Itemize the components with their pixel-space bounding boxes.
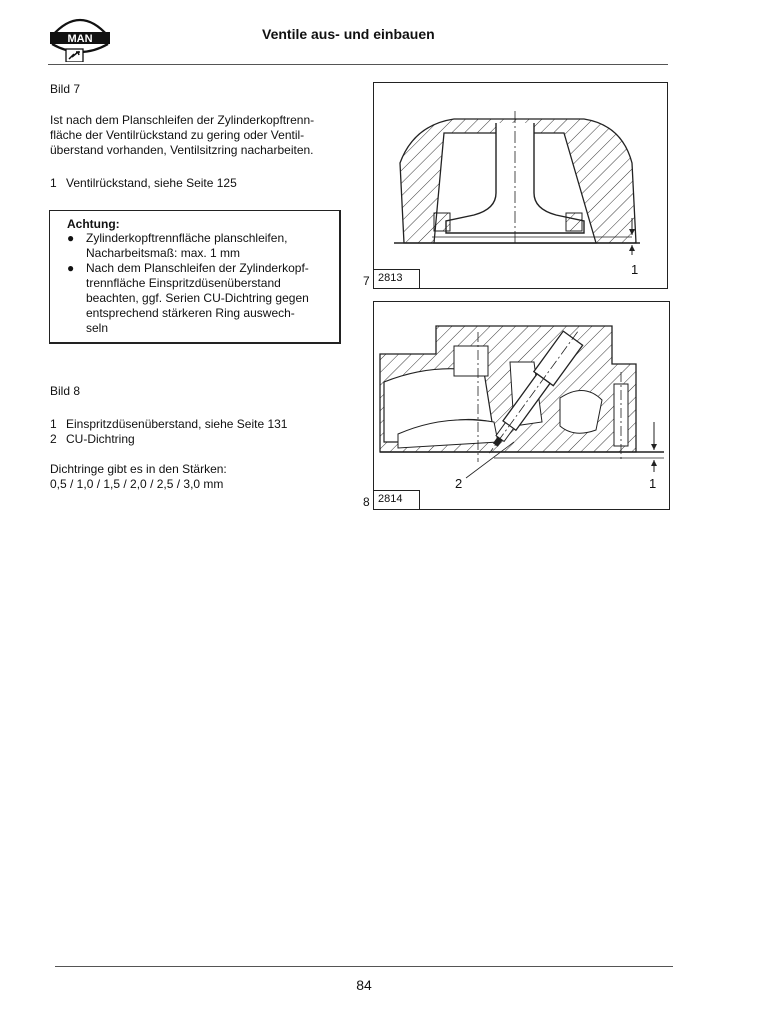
page-title: Ventile aus- und einbauen	[262, 26, 435, 42]
figure-8-callout-2: 2	[455, 476, 463, 491]
bild7-item-1: 1 Ventilrückstand, siehe Seite 125	[50, 176, 237, 190]
figure-8-number: 8	[363, 495, 370, 509]
bild7-label: Bild 7	[50, 82, 81, 96]
warning-list	[67, 231, 329, 336]
bild8-item-1: 1 Einspritzdüsenüberstand, siehe Seite 131	[50, 417, 288, 431]
warning-heading: Achtung:	[67, 217, 120, 231]
bild8-note: Dichtringe gibt es in den Stärken: 0,5 / 1,0 / 1,5 / 2,0 / 2,5 / 3,0 mm	[50, 462, 227, 491]
man-logo	[48, 10, 112, 62]
figure-8-code-box	[374, 490, 420, 509]
warning-bullet: ● Zylinderkopftrennfläche planschleifen, Nacharbeitsmaß: max. 1 mm	[67, 231, 288, 260]
figure-7-drawing	[374, 83, 666, 287]
footer-rule	[55, 966, 673, 967]
logo-text: MAN	[67, 33, 93, 45]
bullet-icon: ●	[67, 231, 75, 245]
bild8-label: Bild 8	[50, 384, 81, 398]
bild7-paragraph: Ist nach dem Planschleifen der Zylinderkopftrenn- fläche der Ventilrückstand zu gering oder Ventil- überstand vorhanden, Ventilsitzring nacharbeiten.	[50, 113, 315, 157]
warning-bullet: ● Nach dem Planschleifen der Zylinderkopf- trennfläche Einspritzdüsenüberstand beachten, ggf. Serien CU-Dichtring gegen entsprechend stärkeren Ring auswech- seln	[67, 261, 309, 335]
figure-7-number: 7	[363, 274, 370, 288]
figure-8-callout-1: 1	[649, 476, 657, 491]
figure-7	[373, 82, 668, 289]
warning-box	[49, 210, 341, 344]
bild8-item-2: 2 CU-Dichtring	[50, 432, 135, 446]
page-number: 84	[356, 977, 372, 993]
figure-7-code: 2813	[378, 272, 403, 284]
figure-8-code: 2814	[378, 493, 403, 505]
header-rule	[48, 64, 668, 65]
figure-7-callout-1: 1	[631, 262, 639, 277]
figure-7-code-box	[374, 269, 420, 288]
bullet-icon: ●	[67, 261, 75, 275]
figure-8-drawing	[374, 302, 668, 508]
figure-8	[373, 301, 670, 510]
